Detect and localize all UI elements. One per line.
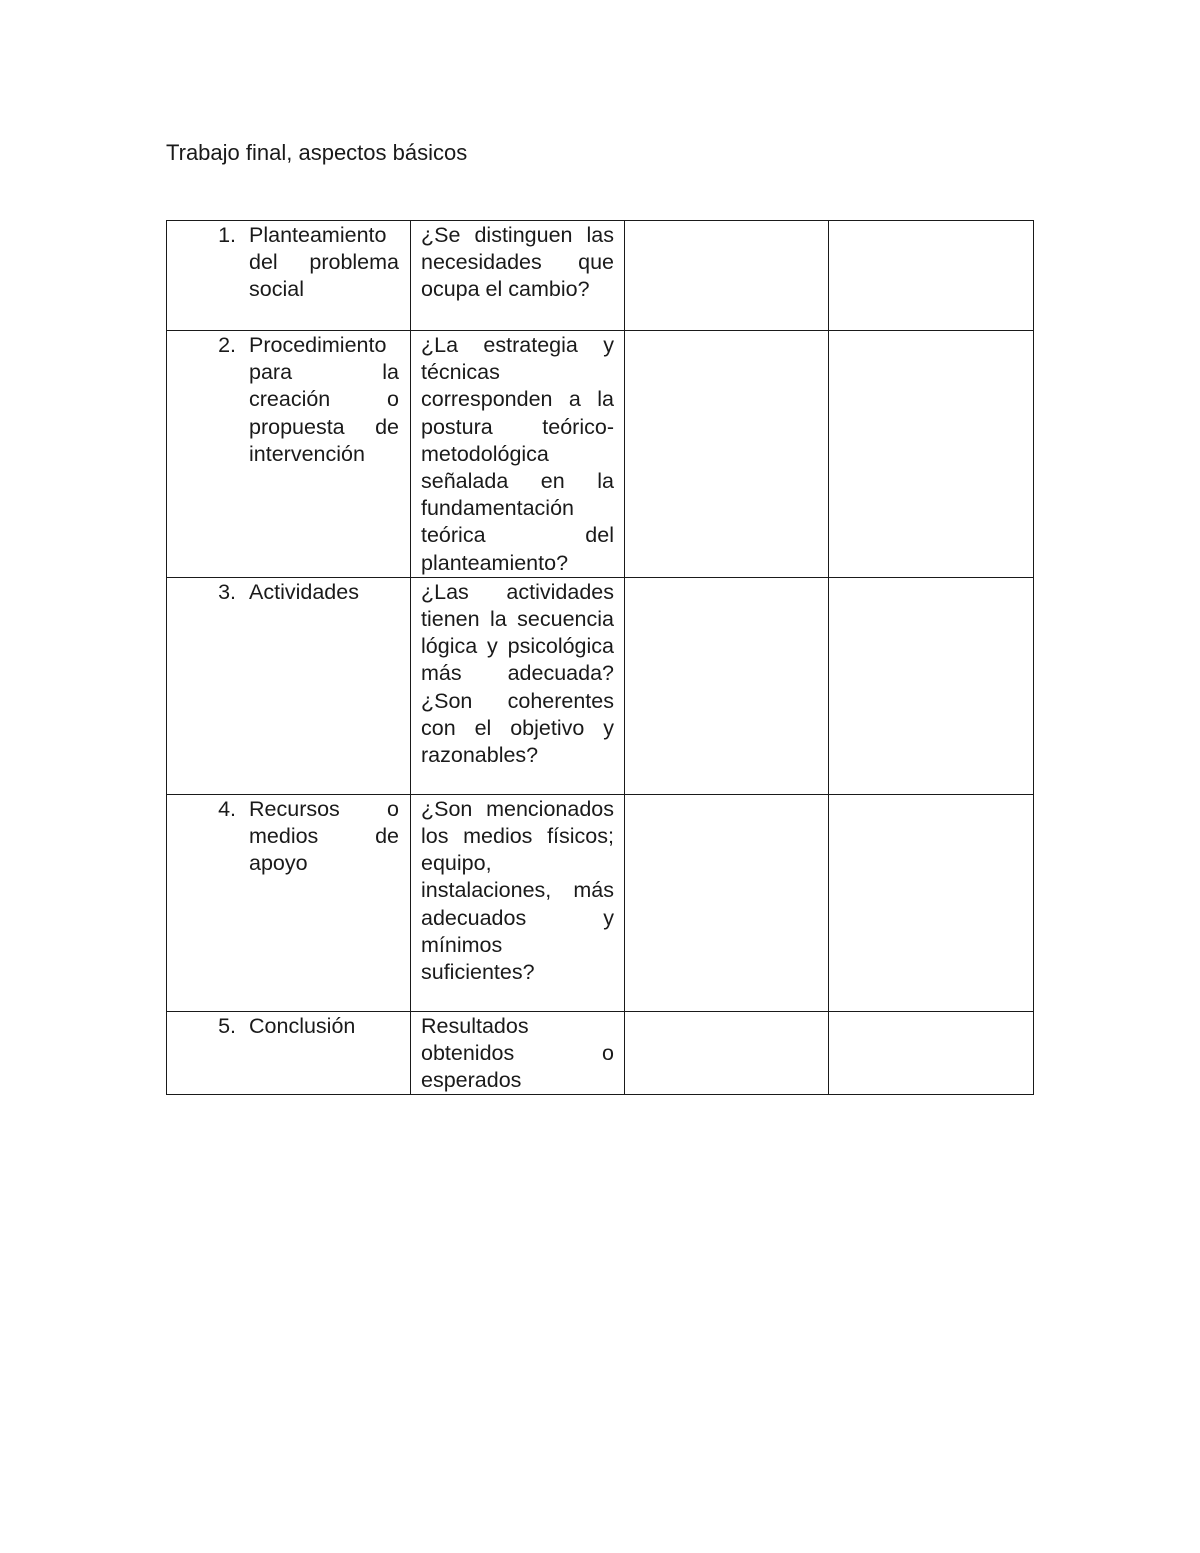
aspect-label: Procedimiento para la creación o propuesta de intervención (249, 333, 399, 466)
document-title: Trabajo final, aspectos básicos (166, 140, 468, 165)
item-number: 5. (218, 1013, 236, 1038)
empty-cell (625, 331, 829, 578)
empty-cell (829, 331, 1034, 578)
empty-cell (625, 221, 829, 331)
aspect-cell (167, 331, 411, 578)
aspect-label: Conclusión (249, 1013, 356, 1038)
table-row (167, 794, 1034, 1011)
criterion-text: Resultados obtenidos o esperados (411, 1011, 625, 1095)
aspect-label: Recursos o medios de apoyo (249, 796, 399, 876)
empty-cell (829, 577, 1034, 794)
table-row (167, 221, 1034, 331)
aspect-label: Actividades (249, 579, 359, 604)
empty-cell (625, 577, 829, 794)
table-row (167, 577, 1034, 794)
table-row (167, 1011, 1034, 1095)
empty-cell (625, 794, 829, 1011)
aspect-cell (167, 794, 411, 1011)
empty-cell (829, 221, 1034, 331)
criterion-text: ¿Se distinguen las necesidades que ocupa el cambio? (411, 221, 625, 331)
aspect-cell (167, 221, 411, 331)
criterion-text: ¿La estrategia y técnicas corresponden a la postura teórico-metodológica señalada en la fundamentación teórica del planteamiento? (411, 331, 625, 578)
aspect-cell (167, 1011, 411, 1095)
evaluation-table (166, 220, 1034, 1095)
item-number: 4. (218, 796, 236, 821)
empty-cell (829, 1011, 1034, 1095)
aspect-cell (167, 577, 411, 794)
empty-cell (829, 794, 1034, 1011)
criterion-text: ¿Las actividades tienen la secuencia lógica y psicológica más adecuada? ¿Son coherentes con el objetivo y razonables? (411, 577, 625, 794)
aspect-label: Planteamiento del problema social (249, 223, 399, 302)
item-number: 1. (218, 223, 236, 247)
item-number: 2. (218, 333, 236, 357)
table-row (167, 331, 1034, 578)
criterion-text: ¿Son mencionados los medios físicos; equipo, instalaciones, más adecuados y mínimos suficientes? (411, 794, 625, 1011)
empty-cell (625, 1011, 829, 1095)
item-number: 3. (218, 579, 236, 604)
